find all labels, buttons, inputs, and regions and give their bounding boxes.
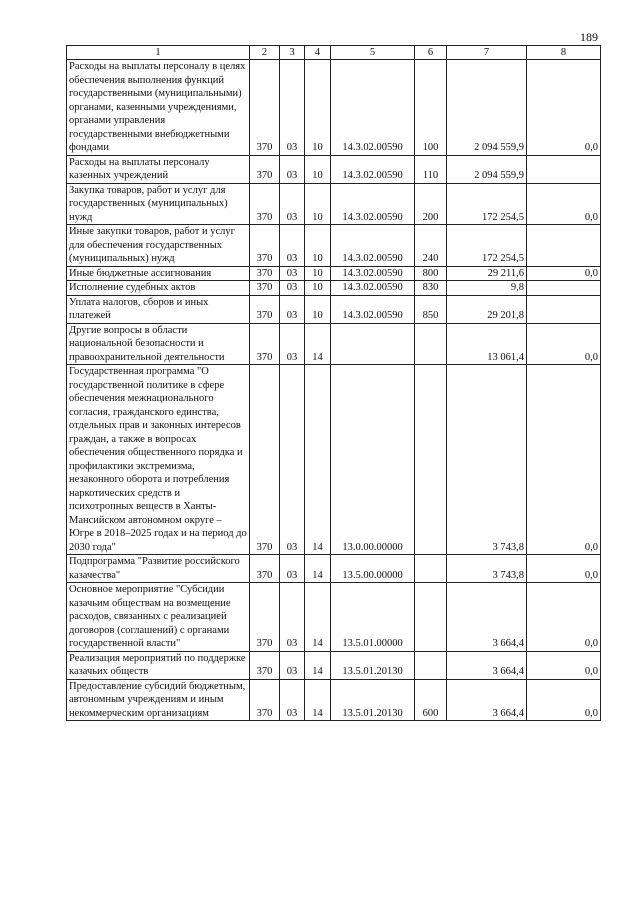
header-col-4: 4 <box>305 46 331 60</box>
row-section: 03 <box>280 60 305 156</box>
row-subsection: 10 <box>305 266 331 281</box>
row-expense-type <box>415 555 447 583</box>
row-target-article: 13.5.01.00000 <box>331 583 415 652</box>
row-expense-type <box>415 583 447 652</box>
row-extra-amount: 0,0 <box>527 323 601 365</box>
row-section: 03 <box>280 266 305 281</box>
row-ministry-code: 370 <box>250 295 280 323</box>
header-col-1: 1 <box>67 46 250 60</box>
row-extra-amount: 0,0 <box>527 679 601 721</box>
row-target-article: 14.3.02.00590 <box>331 295 415 323</box>
row-amount: 3 743,8 <box>447 365 527 555</box>
page-number: 189 <box>580 30 598 44</box>
row-amount: 29 211,6 <box>447 266 527 281</box>
table-row <box>67 583 601 652</box>
row-subsection: 14 <box>305 651 331 679</box>
row-target-article: 13.5.00.00000 <box>331 555 415 583</box>
header-col-2: 2 <box>250 46 280 60</box>
row-ministry-code: 370 <box>250 266 280 281</box>
row-target-article: 13.5.01.20130 <box>331 679 415 721</box>
row-target-article: 14.3.02.00590 <box>331 266 415 281</box>
budget-table <box>66 45 601 721</box>
row-ministry-code: 370 <box>250 651 280 679</box>
header-col-8: 8 <box>527 46 601 60</box>
row-expense-type <box>415 323 447 365</box>
row-name: Реализация мероприятий по поддержке казачьих обществ <box>67 651 250 679</box>
row-ministry-code: 370 <box>250 155 280 183</box>
row-extra-amount <box>527 155 601 183</box>
row-amount: 2 094 559,9 <box>447 155 527 183</box>
row-amount: 3 664,4 <box>447 651 527 679</box>
row-extra-amount: 0,0 <box>527 651 601 679</box>
row-target-article: 13.0.00.00000 <box>331 365 415 555</box>
header-col-7: 7 <box>447 46 527 60</box>
row-subsection: 10 <box>305 295 331 323</box>
table-row <box>67 266 601 281</box>
row-name: Закупка товаров, работ и услуг для государственных (муниципальных) нужд <box>67 183 250 225</box>
table-row <box>67 651 601 679</box>
row-expense-type <box>415 365 447 555</box>
row-name: Государственная программа "О государственной политике в сфере обеспечения межнационального согласия, гражданского единства, отдельных прав и законных интересов граждан, а также в вопросах обеспечения общественного порядка и профилактики экстремизма, незаконного оборота и потребления наркотических средств и психотропных веществ в Ханты-Мансийском автономном округе – Югре в 2018–2025 годах и на период до 2030 года" <box>67 365 250 555</box>
row-ministry-code: 370 <box>250 183 280 225</box>
row-amount: 29 201,8 <box>447 295 527 323</box>
row-extra-amount <box>527 295 601 323</box>
row-name: Другие вопросы в области национальной безопасности и правоохранительной деятельности <box>67 323 250 365</box>
row-section: 03 <box>280 323 305 365</box>
row-amount: 3 664,4 <box>447 679 527 721</box>
table-row <box>67 60 601 156</box>
row-section: 03 <box>280 679 305 721</box>
row-subsection: 10 <box>305 155 331 183</box>
row-expense-type: 800 <box>415 266 447 281</box>
row-amount: 3 664,4 <box>447 583 527 652</box>
row-section: 03 <box>280 555 305 583</box>
row-target-article: 14.3.02.00590 <box>331 281 415 296</box>
row-name: Расходы на выплаты персоналу казенных учреждений <box>67 155 250 183</box>
row-subsection: 10 <box>305 183 331 225</box>
row-amount: 9,8 <box>447 281 527 296</box>
row-target-article: 14.3.02.00590 <box>331 60 415 156</box>
row-name: Уплата налогов, сборов и иных платежей <box>67 295 250 323</box>
row-extra-amount: 0,0 <box>527 266 601 281</box>
table-row <box>67 155 601 183</box>
row-ministry-code: 370 <box>250 555 280 583</box>
row-name: Основное мероприятие "Субсидии казачьим обществам на возмещение расходов, связанных с реализацией договоров (соглашений) с органами государственной власти" <box>67 583 250 652</box>
row-ministry-code: 370 <box>250 679 280 721</box>
header-col-3: 3 <box>280 46 305 60</box>
row-expense-type: 240 <box>415 225 447 267</box>
row-expense-type: 110 <box>415 155 447 183</box>
row-subsection: 10 <box>305 225 331 267</box>
table-row <box>67 281 601 296</box>
table-row <box>67 295 601 323</box>
row-extra-amount: 0,0 <box>527 583 601 652</box>
row-target-article: 14.3.02.00590 <box>331 183 415 225</box>
row-name: Исполнение судебных актов <box>67 281 250 296</box>
row-amount: 2 094 559,9 <box>447 60 527 156</box>
row-subsection: 14 <box>305 323 331 365</box>
table-row <box>67 323 601 365</box>
row-expense-type: 600 <box>415 679 447 721</box>
row-ministry-code: 370 <box>250 323 280 365</box>
table-row <box>67 365 601 555</box>
row-ministry-code: 370 <box>250 583 280 652</box>
row-target-article <box>331 323 415 365</box>
row-amount: 3 743,8 <box>447 555 527 583</box>
row-name: Иные бюджетные ассигнования <box>67 266 250 281</box>
row-extra-amount <box>527 225 601 267</box>
row-expense-type: 200 <box>415 183 447 225</box>
row-section: 03 <box>280 651 305 679</box>
row-extra-amount: 0,0 <box>527 555 601 583</box>
row-extra-amount <box>527 281 601 296</box>
table-row <box>67 183 601 225</box>
row-ministry-code: 370 <box>250 365 280 555</box>
row-section: 03 <box>280 583 305 652</box>
row-section: 03 <box>280 365 305 555</box>
row-subsection: 14 <box>305 365 331 555</box>
row-subsection: 14 <box>305 583 331 652</box>
row-ministry-code: 370 <box>250 225 280 267</box>
row-subsection: 14 <box>305 679 331 721</box>
table-row <box>67 555 601 583</box>
row-subsection: 10 <box>305 60 331 156</box>
row-amount: 172 254,5 <box>447 225 527 267</box>
row-section: 03 <box>280 295 305 323</box>
table-row <box>67 225 601 267</box>
row-extra-amount: 0,0 <box>527 183 601 225</box>
row-subsection: 10 <box>305 281 331 296</box>
row-name: Предоставление субсидий бюджетным, автономным учреждениям и иным некоммерческим организациям <box>67 679 250 721</box>
row-expense-type <box>415 651 447 679</box>
header-col-6: 6 <box>415 46 447 60</box>
table-row <box>67 679 601 721</box>
row-section: 03 <box>280 183 305 225</box>
row-target-article: 14.3.02.00590 <box>331 225 415 267</box>
row-extra-amount: 0,0 <box>527 365 601 555</box>
row-amount: 172 254,5 <box>447 183 527 225</box>
row-extra-amount: 0,0 <box>527 60 601 156</box>
row-subsection: 14 <box>305 555 331 583</box>
row-expense-type: 100 <box>415 60 447 156</box>
table-header-row <box>67 46 601 60</box>
row-section: 03 <box>280 281 305 296</box>
header-col-5: 5 <box>331 46 415 60</box>
row-amount: 13 061,4 <box>447 323 527 365</box>
row-name: Расходы на выплаты персоналу в целях обеспечения выполнения функций государственными (муниципальными) органами, казенными учреждениями, органами управления государственными внебюджетными фондами <box>67 60 250 156</box>
row-target-article: 14.3.02.00590 <box>331 155 415 183</box>
row-expense-type: 830 <box>415 281 447 296</box>
row-section: 03 <box>280 225 305 267</box>
row-expense-type: 850 <box>415 295 447 323</box>
row-name: Иные закупки товаров, работ и услуг для обеспечения государственных (муниципальных) нужд <box>67 225 250 267</box>
row-ministry-code: 370 <box>250 281 280 296</box>
row-section: 03 <box>280 155 305 183</box>
row-target-article: 13.5.01.20130 <box>331 651 415 679</box>
row-ministry-code: 370 <box>250 60 280 156</box>
row-name: Подпрограмма "Развитие российского казачества" <box>67 555 250 583</box>
